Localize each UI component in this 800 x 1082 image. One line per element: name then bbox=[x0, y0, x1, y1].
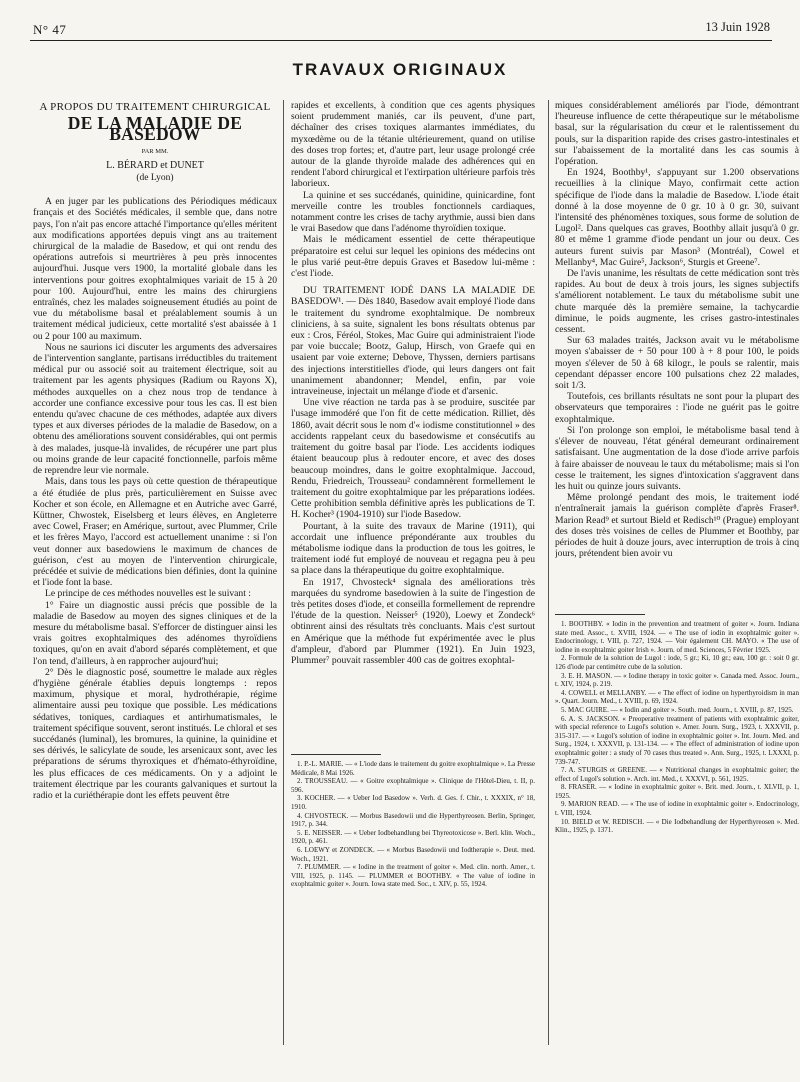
article-heading bbox=[33, 102, 277, 184]
footnote: 10. BIELD et W. REDISCH. — « Die Iodbehandlung der Hyperthyreosen ». Med. Klin., 1925, p. 1371. bbox=[555, 817, 799, 835]
article-authors: L. BÉRARD et DUNET bbox=[106, 159, 204, 171]
footnote: 4. COWELL et MELLANBY. — « The effect of iodine on hyperthyroidism in man ». Quart. Journ. Med., t. XVIII, p. 69, 1924. bbox=[555, 688, 799, 706]
paragraph: 2° Dès le diagnostic posé, soumettre le malade aux règles d'hygiène générale établies depuis longtemps : repos maximum, physique et moral, hydrothérapie, régime alimentaire aussi peu toxique que possible. Les médications sédatives, toniques, cardiaques et antirhumatismales, le traitement spécifique souvent, seront institués. Le chloral et ses succédanés (luminal), les bromures, la quinine, la quinidine et ses dérivés, le salicylate de soude, les arsenicaux sont, avec les préparations de sérums thyroxiques et d'hémato-éthyroïdine, les plus efficaces de ces médicaments. On y a adjoint le traitement électrique par les courants galvaniques et surtout la radio et la curiéthérapie dont les effets peuvent être bbox=[33, 666, 277, 801]
article-pretitle: A PROPOS DU TRAITEMENT CHIRURGICAL bbox=[39, 101, 271, 113]
paragraph: Mais, dans tous les pays où cette question de thérapeutique a été étudiée de plus près, particulièrement en Suisse avec Kocher et son école, en Allemagne et en Autriche avec Garré, Küttner, Chwostek, Eiselsberg et leurs élèves, en Angleterre avec Cowel, Fraser; en Amérique, surtout, avec Plummer, Crile et les frères Mayo, l'accord est actuellement unanime : si l'on veut donner aux basedowiens le maximum de chances de guérison, c'est au moyen de l'intervention chirurgicale, précédée et suivie de médications bien définies, dont la quinine et l'iode font la base. bbox=[33, 476, 277, 589]
column-1 bbox=[33, 100, 277, 1045]
column-3 bbox=[555, 100, 799, 640]
footnotes-column-3 bbox=[555, 620, 799, 835]
paragraph: En 1917, Chvosteck⁴ signala des améliorations très marquées du syndrome basedowien à la suite de l'ingestion de très petites doses d'iode, et conseilla formellement de reprendre l'étude de la question. Neisser⁵ (1920), Loewy et Zondeck⁶ obtinrent ainsi des résultats très concluants. Mais c'est surtout en Amérique que la méthode fut expérimentée avec le plus d'ampleur, d'abord par Plummer (1921). En Juin 1923, Plummer⁷ pouvait rassembler 400 cas de goitres exophtal- bbox=[291, 576, 535, 666]
column-2 bbox=[291, 100, 535, 746]
footnote: 5. E. NEISSER. — « Ueber Iodbehandlung bei Thyreotoxicose ». Berl. klin. Woch., 1920, p. 461. bbox=[291, 828, 535, 846]
paragraph: De l'avis unanime, les résultats de cette médication sont très rapides. Au bout de deux à trois jours, les signes subjectifs s'améliorent notablement. Le taux du métabolisme subit une chute marquée dès la première semaine, la tachycardie diminue, le poids augmente, les crises gastro-intestinales cessent. bbox=[555, 268, 799, 336]
paragraph: Sur 63 malades traités, Jackson avait vu le métabolisme moyen s'abaisser de + 50 pour 100 à + 8 pour 100, le poids moyen s'élever de 50 à 68 kilogr., le pouls se ralentir, mais cependant dépasser encore 100 pulsations chez 22 malades, soit 1/3. bbox=[555, 335, 799, 392]
footnote: 6. LOEWY et ZONDECK. — « Morbus Basedowii und Iodtherapie ». Deut. med. Woch., 1921. bbox=[291, 845, 535, 863]
footnote: 5. MAC GUIRE. — « Iodin and goiter ». South. med. Journ., t. XVIII, p. 87, 1925. bbox=[561, 705, 794, 714]
paragraph: Une vive réaction ne tarda pas à se produire, suscitée par l'usage immodéré que l'on fit de cette médication. Rilliet, dès 1860, avait décrit sous le nom d'« iodisme constitutionnel » des accidents rappelant ceux du basedowisme et consécutifs au traitement du goitre basal par l'iode. Les accidents iodiques étaient beaucoup plus à redouter encore, et avec des doses beaucoup moindres, dans le goitre exophtalmique. Jaccoud, Rendu, Friedreich, Trousseau² condamnèrent formellement le traitement du goitre exophtalmique par les préparations iodées. Cette prohibition sembla définitive après les publications de T. H. Kocher³ (1904-1910) sur l'iode Basedow. bbox=[291, 397, 535, 521]
footnote: 2. Formule de la solution de Lugol : iode, 5 gr.; Ki, 10 gr.; eau, 100 gr. : soit 0 gr. 126 d'iode par centimètre cube de la solution. bbox=[555, 654, 799, 671]
footnote: 7. PLUMMER. — « Iodine in the treatment of goiter ». Med. clin. north. Amer., t. VIII, 1925, p. 1145. — PLUMMER et BOOTHBY. « The value of iodine in exophtalmic goiter ». Journ. Iowa state med. Soc., t. XIV, p. 55, 1924. bbox=[291, 863, 535, 889]
paragraph: rapides et excellents, à condition que ces agents physiques soient prudemment maniés, car ils peuvent, d'une part, déchaîner des crises toxiques alarmantes immédiates, du myxœdème ou de la tétanie ultérieurement, quand on utilise des doses trop fortes; et, d'autre part, leur usage prolongé crée autour de la glande thyroïde malade des adhérences qui en rendent l'abord chirurgical et l'extirpation ultérieure parfois très laborieux. bbox=[291, 100, 535, 190]
footnote: 2. TROUSSEAU. — « Goitre exophtalmique ». Clinique de l'Hôtel-Dieu, t. II, p. 596. bbox=[291, 777, 535, 794]
paragraph: A en juger par les publications des Périodiques médicaux français et des Sociétés médicales, il semble que, dans notre pays, l'on n'ait pas encore attaché l'importance qu'elles méritent aux modifications apportées depuis vingt ans au traitement chirurgical de la maladie de Basedow, et qui ont rendu des opérations autrefois si meurtrières à peu près innocentes aujourd'hui. Jusque vers 1900, la mortalité globale dans les interventions pour goitres exophtalmiques variait de 15 à 20 pour 100. Aujourd'hui, entre les mains des chirurgiens entraînés, chez les malades soigneusement étudiés au point de vue du métabolisme basal et préalablement soumis à un traitement médical judicieux, cette mortalité s'est abaissée à 1 ou 2 pour 100 au maximum. bbox=[33, 196, 277, 342]
paragraph: Si l'on prolonge son emploi, le métabolisme basal tend à s'élever de nouveau, l'état général demeurant ordinairement satisfaisant. Une augmentation de la dose d'iode arrive parfois à faire abaisser de nouveau le taux du métabolisme; mais si l'on cesse le traitement, les signes d'intoxication s'aggravent dans les huit ou quinze jours suivants. bbox=[555, 424, 799, 492]
footnotes-column-2 bbox=[291, 760, 535, 889]
article-title: DE LA MALADIE DE BASEDOW bbox=[67, 113, 243, 145]
footnote: 6. A. S. JACKSON. « Preoperative treatment of patients with exophtalmic goiter, with special reference to Lugol's solution ». Amer. Journ. Surg., 1923, t. XXXVII, p. 315-317. — « Lugol's solution of iodine in exophtalmic goiter ». Int. Journ. Med. and Surg., 1924, t. XXXVII, p. 131-134. — « The effect of administration of iodine upon exophtalmic goiter : a study of 70 cases thus treated ». Ann. Surg., 1925, t. LXXXI, p. 739-747. bbox=[555, 714, 799, 766]
footnote: 4. CHVOSTECK. — Morbus Basedowii und die Hyperthyreosen. Berlin, Springer, 1917, p. 344. bbox=[291, 811, 535, 829]
footnote-rule bbox=[291, 754, 381, 755]
paragraph: Même prolongé pendant des mois, le traitement iodé n'entraînerait jamais la guérison complète d'après Fraser⁸. Marion Read⁹ et surtout Bield et Redisch¹⁰ (Prague) employant des doses très voisines de celles de Plummer et Boothby, par périodes de huit à douze jours, avec interruption de trois à cinq jours, prétendent bien avoir vu bbox=[555, 492, 799, 560]
paragraph: Nous ne saurions ici discuter les arguments des adversaires de l'intervention sanglante, partisans irréductibles du traitement médical pur ou associé soit au traitement électrique, soit au traitement par les agents physiques (Radium ou Rayons X), méthodes auxquelles on a chez nous trop de tendance à accorder une confiance excessive pour tous les cas. Il est bien entendu qu'avec chacune de ces méthodes, adaptée aux divers types et aux diverses périodes de la maladie de Basedow, on a obtenu des améliorations souvent considérables, qui ont permis à des malades, jusque-là invalides, de récupérer une part plus ou moins grande de leur capacité fonctionnelle, parfois même de reprendre leur vie normale. bbox=[33, 341, 277, 477]
footnote: 3. E. H. MASON. — « Iodine therapy in toxic goiter ». Canada med. Assoc. Journ., t. XIV, 1924, p. 219. bbox=[555, 671, 799, 689]
footnote: 1. P.-L. MARIE. — « L'iode dans le traitement du goitre exophtalmique ». La Presse Médicale, 8 Mai 1926. bbox=[291, 760, 535, 777]
paragraph: Le principe de ces méthodes nouvelles est le suivant : bbox=[45, 588, 251, 600]
footnote: 9. MARION READ. — « The use of iodine in exophtalmic goiter ». Endocrinology, t. VIII, 1924. bbox=[555, 800, 799, 818]
section-title: TRAVAUX ORIGINAUX bbox=[292, 60, 508, 79]
footnote: 8. FRASER. — « Iodine in exophtalmic goiter ». Brit. med. Journ., t. XLVII, p. 1, 1925. bbox=[555, 783, 799, 800]
issue-date: 13 Juin 1928 bbox=[705, 20, 770, 34]
paragraph: Toutefois, ces brillants résultats ne sont pour la plupart des observateurs que temporaires : l'iode ne guérit pas le goitre exophtalmique. bbox=[555, 391, 799, 425]
paragraph: En 1924, Boothby¹, s'appuyant sur 1.200 observations recueillies à la clinique Mayo, confirmait cette action spécifique de l'iode dans la maladie de Basedow. L'iode était donné à la dose moyenne de 0 gr. 10 à 0 gr. 30, suivant l'intensité des phénomènes toxiques, sous forme de solution de Lugol². Dans quelques cas graves, Boothby allait jusqu'à 0 gr. 80 et même 1 gramme d'iode pendant un jour ou deux. Ces auteurs furent suivis par Mason³ (Montréal), Cowel et Mellanby⁴, Mac Guire⁵, Jackson⁶, Sturgis et Greene⁷. bbox=[555, 167, 799, 268]
paragraph: miques considérablement améliorés par l'iode, démontrant l'heureuse influence de cette thérapeutique sur le métabolisme basal, sur la régularisation du cœur et le ralentissement du pouls, sur la disparition rapide des crises gastro-intestinales et sur l'abaissement de la mortalité dans les cas soumis à l'opération. bbox=[555, 100, 799, 168]
issue-number: N° 47 bbox=[33, 22, 67, 37]
subsection-paragraph: DU TRAITEMENT IODÉ DANS LA MALADIE DE BASEDOW¹. — Dès 1840, Basedow avait employé l'iode dans le traitement du syndrome exophtalmique. De nombreux cliniciens, à sa suite, signalent les bons résultats obtenus par eux : Cros, Féréol, Stokes, Mac Guire qui administraient l'iode par voie buccale; Bootz, Galup, Hirsch, von Graefe qui en usaient par voie externe; Debove, Thyssen, derniers partisans des injections interstitielles d'iode, qui leurs dangers ont fait unanimement abandonner; Mendel, enfin, par voie intraveineuse, injectait un mélange d'iode et d'arsenic. bbox=[291, 285, 535, 398]
paragraph: Mais le médicament essentiel de cette thérapeutique préparatoire est celui sur lequel les opinions des médecins ont le plus varié peut-être depuis Graves et Basedow lui-même : c'est l'iode. bbox=[291, 234, 535, 280]
header-rule bbox=[30, 40, 772, 41]
footnote-rule bbox=[555, 614, 645, 615]
footnote: 1. BOOTHBY. « Iodin in the prevention and treatment of goiter ». Journ. Indiana state med. Assoc., t. XVIII, 1924. — « The use of iodin in exophtalmic goiter ». Endocrinology, t. VIII, p. 727, 1924. — Voir également CH. MAYO. « The use of iodine in exophtalmic goiter Irish ». Journ. of med. Sciences, 5 Février 1925. bbox=[555, 620, 799, 654]
paragraph: La quinine et ses succédanés, quinidine, quinicardine, font merveille contre les troubles fonctionnels cardiaques, notamment contre les crises de tachy arythmie, aussi bien dans le vrai Basedow que dans l'adénome thyroïdien toxique. bbox=[291, 189, 535, 235]
column-divider bbox=[548, 100, 549, 1045]
column-divider bbox=[283, 100, 284, 1045]
article-location: (de Lyon) bbox=[136, 173, 174, 184]
paragraph: 1° Faire un diagnostic aussi précis que possible de la maladie de Basedow au moyen des signes cliniques et de la mesure du métabolisme basal. S'efforcer de distinguer ainsi les vrais goitres exophtalmiques des adénomes thyroïdiens toxiques, qu'on en avait d'abord séparés complètement, et que l'on tend, d'ailleurs, à en rapprocher aujourd'hui; bbox=[33, 599, 277, 667]
article-par: PAR MM. bbox=[141, 147, 169, 155]
footnote: 7. A. STURGIS et GREENE. — « Nutritional changes in exophtalmic goiter; the effect of Lugol's solution ». Arch. int. Med., t. XXXVI, p. 561, 1925. bbox=[555, 766, 799, 783]
paragraph: Pourtant, à la suite des travaux de Marine (1911), qui accordait une influence prépondérante aux troubles du métabolisme iodique dans la production de tous les goitres, le traitement iodé fut employé de nouveau et regagna peu à peu sa place dans la thérapeutique du goitre exophtalmique. bbox=[291, 520, 535, 577]
footnote: 3. KOCHER. — « Ueber Iod Basedow ». Verh. d. Ges. f. Chir., t. XXXIX, n° 18, 1910. bbox=[291, 794, 535, 811]
